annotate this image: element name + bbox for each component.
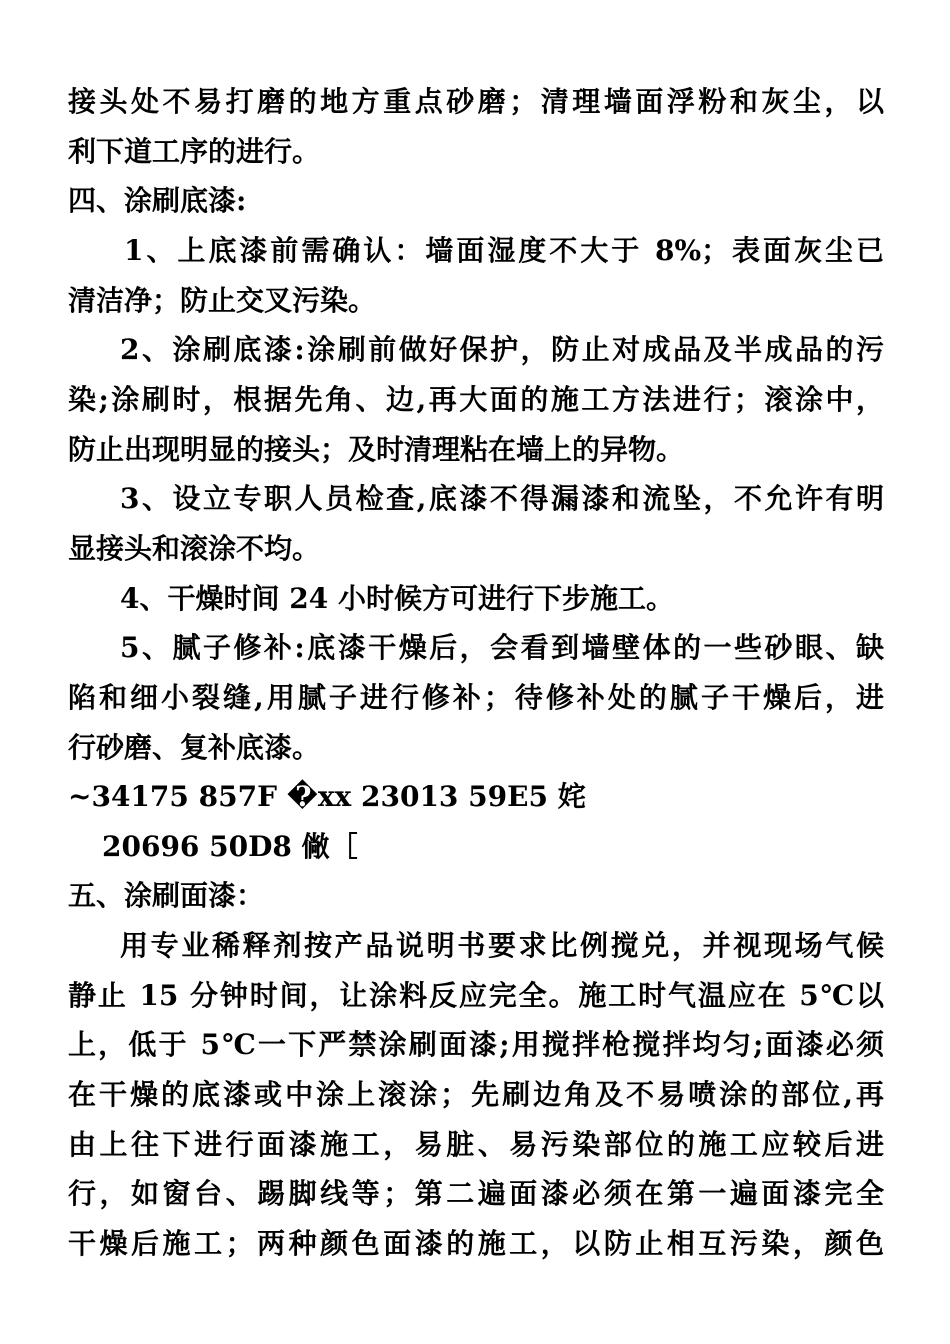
text-line-18: 用专业稀释剂按产品说明书要求比例搅兑，并视现场气候: [120, 929, 884, 962]
garbled-line-1: ~34175 857F �xx 23013 59E5 姹: [68, 780, 586, 813]
text-line-21: 在干燥的底漆或中涂上滚涂；先刷边角及不易喷涂的部位,再: [68, 1078, 884, 1111]
text-line-19: 静止 15 分钟时间，让涂料反应完全。施工时气温应在 5℃以: [68, 979, 884, 1012]
garbled-line-2: 20696 50D8 僘［: [102, 830, 358, 863]
text-line-10: 显接头和滚涂不均。: [68, 532, 321, 565]
section-heading-4: 四、涂刷底漆:: [68, 184, 247, 217]
text-line-22: 由上往下进行面漆施工，易脏、易污染部位的施工应较后进: [68, 1128, 884, 1161]
text-line-2: 利下道工序的进行。: [68, 135, 321, 168]
text-line-11: 4、干燥时间 24 小时候方可进行下步施工。: [120, 582, 674, 615]
text-line-4: 1、上底漆前需确认：墙面湿度不大于 8%；表面灰尘已: [124, 234, 884, 267]
text-line-20: 上，低于 5℃一下严禁涂刷面漆;用搅拌枪搅拌均匀;面漆必须: [68, 1028, 884, 1061]
text-line-14: 行砂磨、复补底漆。: [68, 731, 321, 764]
text-line-8: 防止出现明显的接头；及时清理粘在墙上的异物。: [68, 433, 685, 466]
text-line-5: 清洁净；防止交叉污染。: [68, 284, 377, 317]
section-heading-5: 五、涂刷面漆：: [68, 879, 265, 912]
text-line-1: 接头处不易打磨的地方重点砂磨；清理墙面浮粉和灰尘，以: [68, 85, 884, 118]
text-line-24: 干燥后施工；两种颜色面漆的施工，以防止相互污染，颜色: [68, 1227, 884, 1260]
text-line-7: 染;涂刷时，根据先角、边,再大面的施工方法进行；滚涂中，: [68, 383, 884, 416]
text-line-6: 2、涂刷底漆:涂刷前做好保护，防止对成品及半成品的污: [120, 333, 884, 366]
text-line-23: 行，如窗台、踢脚线等；第二遍面漆必须在第一遍面漆完全: [68, 1177, 884, 1210]
text-line-12: 5、腻子修补:底漆干燥后，会看到墙壁体的一些砂眼、缺: [120, 631, 884, 664]
text-line-9: 3、设立专职人员检查,底漆不得漏漆和流坠，不允许有明: [120, 482, 884, 515]
text-line-13: 陷和细小裂缝,用腻子进行修补；待修补处的腻子干燥后，进: [68, 681, 884, 714]
